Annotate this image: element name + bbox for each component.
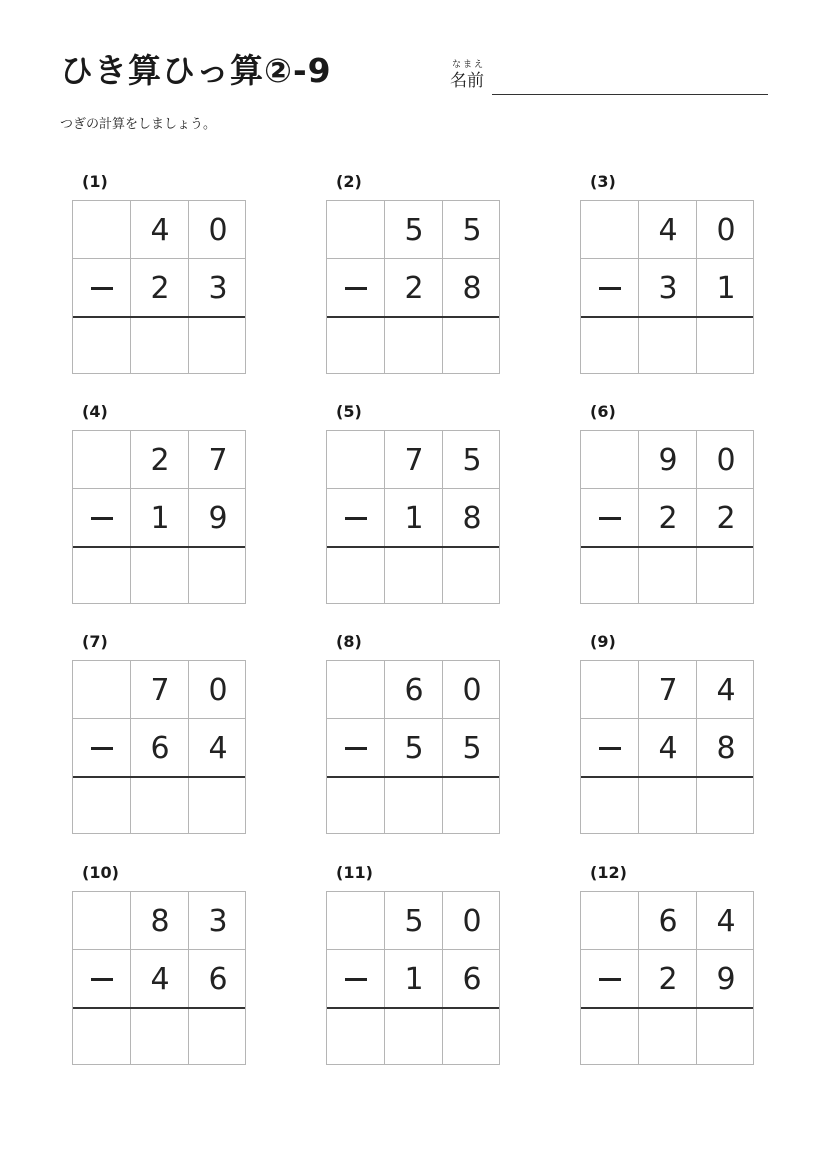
problem-number: (4) [82,402,108,421]
answer-cell-ones[interactable] [697,1008,755,1066]
calculation-grid [326,200,500,374]
problem-number: (11) [336,863,373,882]
empty-cell [581,201,639,259]
minuend-ones-digit: 0 [716,442,736,478]
calculation-grid [72,891,246,1065]
minuend-tens-digit: 8 [150,903,170,939]
answer-cell-tens[interactable] [131,547,189,605]
operator-cell [73,719,131,777]
answer-cell-hundreds[interactable] [581,317,639,375]
minuend-tens-digit: 7 [150,672,170,708]
minus-sign-icon [91,517,113,520]
answer-cell-ones[interactable] [443,317,501,375]
empty-cell [327,892,385,950]
minus-sign-icon [91,287,113,290]
calculation-grid [580,430,754,604]
calculation-grid [72,660,246,834]
answer-cell-hundreds[interactable] [327,547,385,605]
minuend-tens-digit: 2 [150,442,170,478]
minus-sign-icon [599,747,621,750]
subtrahend-ones-digit: 6 [462,961,482,997]
problem-number: (3) [590,172,616,191]
answer-cell-hundreds[interactable] [73,317,131,375]
answer-cell-ones[interactable] [443,547,501,605]
subtrahend-ones-digit: 8 [462,270,482,306]
empty-cell [73,201,131,259]
empty-cell [73,892,131,950]
subtrahend-ones-digit: 3 [208,270,228,306]
problem-number: (9) [590,632,616,651]
subtrahend-tens-digit: 1 [150,500,170,536]
answer-cell-ones[interactable] [697,547,755,605]
minuend-tens-digit: 7 [404,442,424,478]
minuend-tens-digit: 4 [658,212,678,248]
subtrahend-tens-digit: 2 [404,270,424,306]
answer-cell-tens[interactable] [131,317,189,375]
problem-11 [326,863,526,1073]
problem-10 [72,863,272,1073]
problem-number: (8) [336,632,362,651]
answer-cell-tens[interactable] [639,777,697,835]
name-label: 名前 [450,71,484,91]
subtrahend-tens-digit: 3 [658,270,678,306]
minuend-tens-digit: 5 [404,903,424,939]
answer-cell-ones[interactable] [443,1008,501,1066]
subtrahend-ones-digit: 8 [716,730,736,766]
minuend-ones-digit: 7 [208,442,228,478]
problem-6 [580,402,780,612]
problem-2 [326,172,526,382]
answer-cell-hundreds[interactable] [327,777,385,835]
instruction-text: つぎの計算をしましょう。 [60,117,217,132]
operator-cell [327,950,385,1008]
operator-cell [73,259,131,317]
operator-cell [73,950,131,1008]
problem-1 [72,172,272,382]
problem-3 [580,172,780,382]
answer-cell-tens[interactable] [385,547,443,605]
subtrahend-tens-digit: 1 [404,961,424,997]
minuend-tens-digit: 5 [404,212,424,248]
answer-cell-ones[interactable] [189,317,247,375]
answer-cell-hundreds[interactable] [581,1008,639,1066]
operator-cell [581,950,639,1008]
minus-sign-icon [91,747,113,750]
calculation-grid [326,891,500,1065]
operator-cell [581,489,639,547]
minus-sign-icon [345,747,367,750]
answer-cell-tens[interactable] [385,777,443,835]
subtrahend-ones-digit: 2 [716,500,736,536]
operator-cell [327,719,385,777]
calculation-grid [326,660,500,834]
minuend-tens-digit: 6 [658,903,678,939]
answer-cell-hundreds[interactable] [73,777,131,835]
answer-cell-ones[interactable] [697,317,755,375]
subtrahend-tens-digit: 2 [658,961,678,997]
problem-number: (5) [336,402,362,421]
problem-number: (6) [590,402,616,421]
minuend-tens-digit: 9 [658,442,678,478]
subtrahend-ones-digit: 9 [716,961,736,997]
minus-sign-icon [599,978,621,981]
operator-cell [327,489,385,547]
minuend-tens-digit: 7 [658,672,678,708]
answer-cell-hundreds[interactable] [327,317,385,375]
problem-12 [580,863,780,1073]
name-ruby: なまえ [452,60,486,70]
problem-7 [72,632,272,842]
subtrahend-ones-digit: 4 [208,730,228,766]
subtrahend-tens-digit: 2 [150,270,170,306]
minuend-ones-digit: 0 [208,672,228,708]
answer-cell-hundreds[interactable] [581,547,639,605]
operator-cell [327,259,385,317]
problem-8 [326,632,526,842]
subtrahend-ones-digit: 8 [462,500,482,536]
calculation-grid [580,891,754,1065]
page-title: ひき算ひっ算②-9 [60,51,332,90]
problem-number: (10) [82,863,119,882]
subtrahend-ones-digit: 1 [716,270,736,306]
subtrahend-ones-digit: 6 [208,961,228,997]
answer-cell-hundreds[interactable] [73,547,131,605]
empty-cell [581,892,639,950]
minus-sign-icon [599,287,621,290]
minuend-ones-digit: 3 [208,903,228,939]
answer-cell-ones[interactable] [697,777,755,835]
minuend-ones-digit: 4 [716,903,736,939]
answer-cell-tens[interactable] [639,547,697,605]
problem-number: (7) [82,632,108,651]
answer-cell-hundreds[interactable] [581,777,639,835]
minuend-ones-digit: 0 [462,903,482,939]
problem-4 [72,402,272,612]
subtrahend-tens-digit: 4 [150,961,170,997]
minuend-ones-digit: 0 [716,212,736,248]
subtrahend-tens-digit: 5 [404,730,424,766]
minus-sign-icon [345,287,367,290]
minuend-ones-digit: 5 [462,442,482,478]
operator-cell [581,259,639,317]
answer-cell-tens[interactable] [131,1008,189,1066]
answer-cell-ones[interactable] [189,547,247,605]
answer-cell-ones[interactable] [189,777,247,835]
subtrahend-tens-digit: 1 [404,500,424,536]
calculation-grid [72,200,246,374]
empty-cell [327,201,385,259]
minuend-tens-digit: 6 [404,672,424,708]
empty-cell [327,431,385,489]
name-write-line[interactable] [492,94,768,95]
empty-cell [327,661,385,719]
problem-number: (12) [590,863,627,882]
minuend-ones-digit: 0 [208,212,228,248]
minuend-tens-digit: 4 [150,212,170,248]
subtrahend-tens-digit: 2 [658,500,678,536]
operator-cell [73,489,131,547]
answer-cell-tens[interactable] [639,317,697,375]
answer-cell-tens[interactable] [639,1008,697,1066]
problem-9 [580,632,780,842]
calculation-grid [326,430,500,604]
minus-sign-icon [91,978,113,981]
answer-cell-tens[interactable] [385,1008,443,1066]
minuend-ones-digit: 4 [716,672,736,708]
minus-sign-icon [345,517,367,520]
answer-cell-ones[interactable] [189,1008,247,1066]
calculation-grid [580,200,754,374]
subtrahend-ones-digit: 5 [462,730,482,766]
problem-number: (1) [82,172,108,191]
calculation-grid [72,430,246,604]
subtrahend-tens-digit: 4 [658,730,678,766]
answer-cell-ones[interactable] [443,777,501,835]
empty-cell [581,661,639,719]
subtrahend-ones-digit: 9 [208,500,228,536]
answer-cell-hundreds[interactable] [327,1008,385,1066]
empty-cell [581,431,639,489]
minuend-ones-digit: 5 [462,212,482,248]
operator-cell [581,719,639,777]
minus-sign-icon [345,978,367,981]
answer-cell-tens[interactable] [385,317,443,375]
name-field-block [450,60,768,98]
answer-cell-tens[interactable] [131,777,189,835]
empty-cell [73,431,131,489]
minuend-ones-digit: 0 [462,672,482,708]
answer-cell-hundreds[interactable] [73,1008,131,1066]
problem-number: (2) [336,172,362,191]
subtrahend-tens-digit: 6 [150,730,170,766]
minus-sign-icon [599,517,621,520]
empty-cell [73,661,131,719]
calculation-grid [580,660,754,834]
problem-5 [326,402,526,612]
